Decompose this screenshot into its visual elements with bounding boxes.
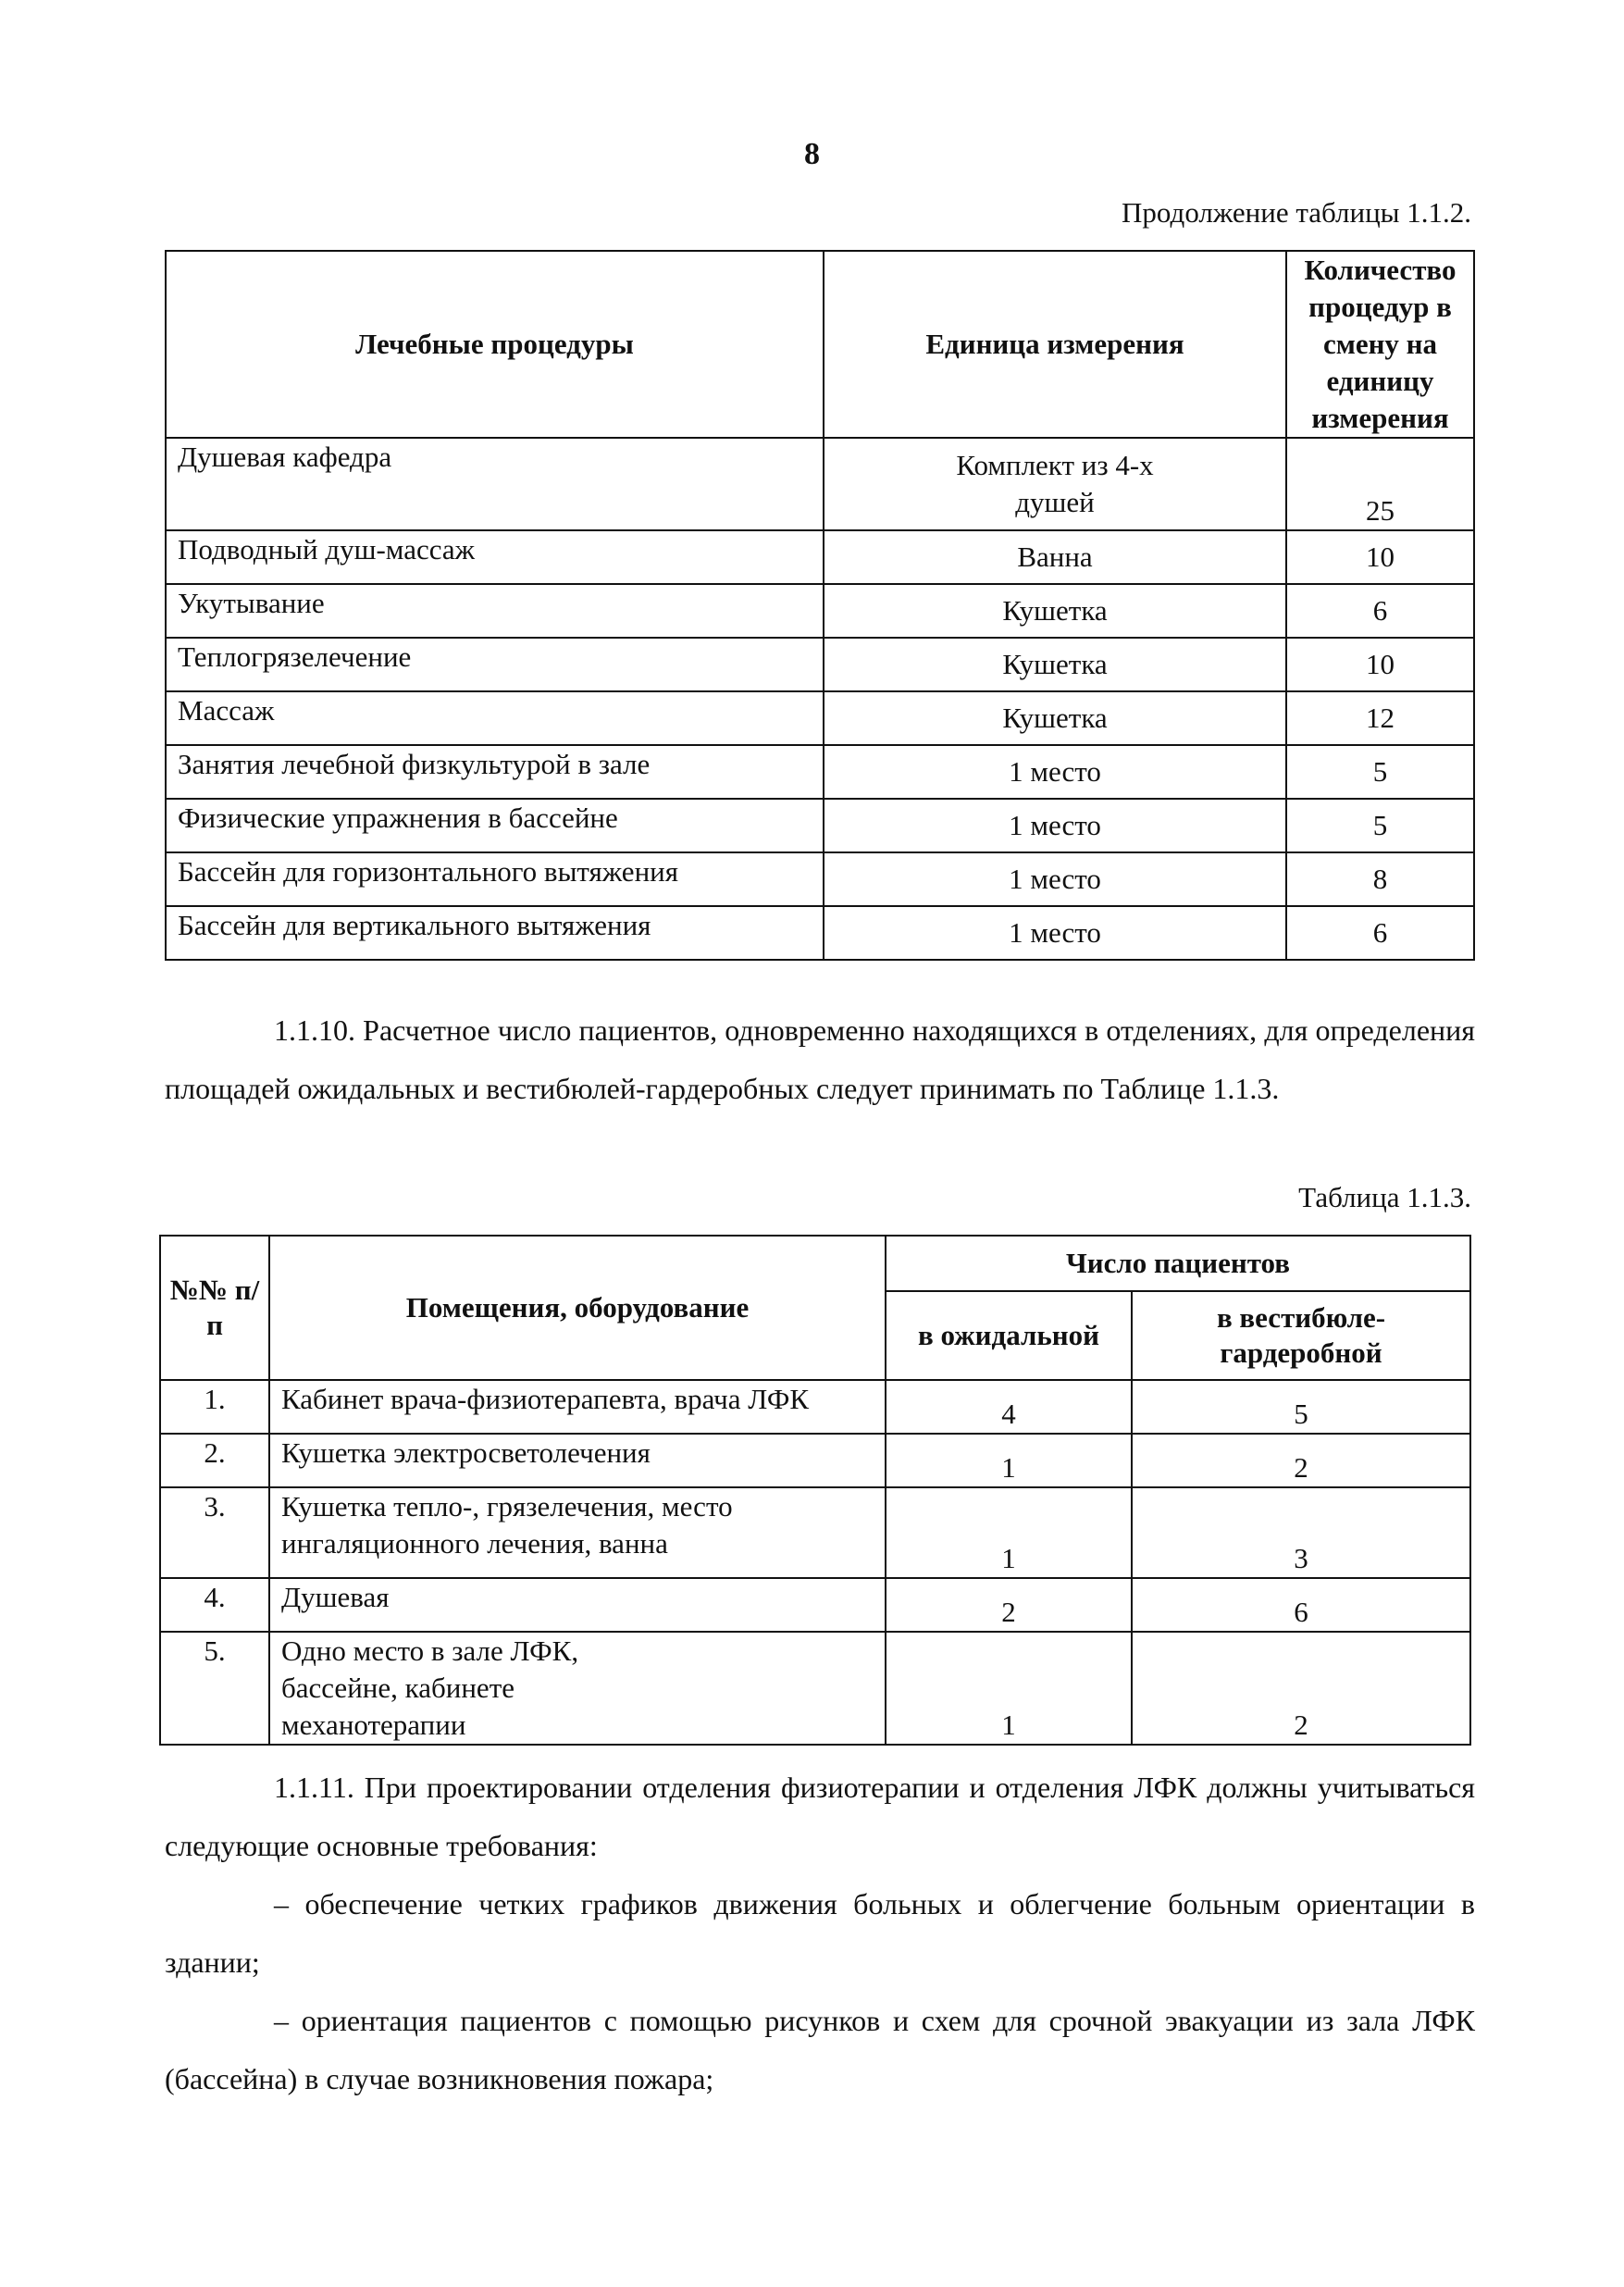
table-header-row: [166, 251, 1474, 438]
row-number: 1.: [160, 1380, 269, 1434]
table-header-row: [160, 1236, 1470, 1291]
procedure-unit: 1 место: [824, 906, 1286, 960]
waiting-count: 4: [886, 1380, 1132, 1434]
table-row: [166, 530, 1474, 584]
header-waiting: в ожидальной: [886, 1291, 1132, 1380]
procedure-qty: 6: [1286, 584, 1474, 638]
table-row: [160, 1380, 1470, 1434]
room-name: Одно место в зале ЛФК, бассейне, кабинете механотерапии: [269, 1632, 886, 1745]
table-row: [160, 1578, 1470, 1632]
procedure-qty: 6: [1286, 906, 1474, 960]
procedure-qty: 5: [1286, 799, 1474, 852]
lobby-count: 3: [1132, 1487, 1470, 1578]
paragraph-text: 1.1.11. При проектировании отделения физиотерапии и отделения ЛФК должны учитываться следующие основные требования:: [165, 1771, 1475, 1862]
row-number: 5.: [160, 1632, 269, 1745]
waiting-count: 1: [886, 1632, 1132, 1745]
lobby-count: 2: [1132, 1632, 1470, 1745]
procedure-qty: 12: [1286, 691, 1474, 745]
procedure-name: Укутывание: [166, 584, 824, 638]
header-num: №№ п/п: [160, 1236, 269, 1380]
row-number: 3.: [160, 1487, 269, 1578]
lobby-count: 5: [1132, 1380, 1470, 1434]
header-rooms: Помещения, оборудование: [269, 1236, 886, 1380]
table2-caption: Таблица 1.1.3.: [1298, 1181, 1471, 1213]
header-quantity: Количество процедур в смену на единицу измерения: [1286, 251, 1474, 438]
row-number: 2.: [160, 1434, 269, 1487]
procedure-name: Душевая кафедра: [166, 438, 824, 530]
waiting-count: 1: [886, 1434, 1132, 1487]
waiting-count: 2: [886, 1578, 1132, 1632]
procedure-unit: 1 место: [824, 745, 1286, 799]
room-name: Душевая: [269, 1578, 886, 1632]
procedure-name: Бассейн для вертикального вытяжения: [166, 906, 824, 960]
procedure-unit: Комплект из 4-х душей: [824, 438, 1286, 530]
paragraph-1-1-10: [165, 1001, 1475, 1118]
patients-table: [159, 1235, 1471, 1746]
header-unit: Единица измерения: [824, 251, 1286, 438]
procedure-qty: 8: [1286, 852, 1474, 906]
procedure-unit: Ванна: [824, 530, 1286, 584]
procedures-table: [165, 250, 1475, 961]
table-row: [166, 852, 1474, 906]
table-row: [160, 1434, 1470, 1487]
table-row: [160, 1487, 1470, 1578]
procedure-qty: 25: [1286, 438, 1474, 530]
room-name: Кабинет врача-физиотерапевта, врача ЛФК: [269, 1380, 886, 1434]
procedure-qty: 10: [1286, 638, 1474, 691]
table-row: [166, 799, 1474, 852]
table-row: [160, 1632, 1470, 1745]
procedure-name: Бассейн для горизонтального вытяжения: [166, 852, 824, 906]
procedure-unit: Кушетка: [824, 584, 1286, 638]
list-item: – ориентация пациентов с помощью рисунков и схем для срочной эвакуации из зала ЛФК (бассейна) в случае возникновения пожара;: [165, 2004, 1475, 2095]
room-name: Кушетка тепло-, грязелечения, место ингаляционного лечения, ванна: [269, 1487, 886, 1578]
table-row: [166, 638, 1474, 691]
table-row: [166, 906, 1474, 960]
table-row: [166, 438, 1474, 530]
procedure-unit: Кушетка: [824, 638, 1286, 691]
lobby-count: 2: [1132, 1434, 1470, 1487]
paragraph-1-1-11: [165, 1759, 1475, 2108]
row-number: 4.: [160, 1578, 269, 1632]
table-row: [166, 584, 1474, 638]
paragraph-text: 1.1.10. Расчетное число пациентов, одновременно находящихся в отделениях, для определения площадей ожидальных и вестибюлей-гардеробных следует принимать по Таблице 1.1.3.: [165, 1013, 1475, 1105]
table-row: [166, 691, 1474, 745]
room-name: Кушетка электросветолечения: [269, 1434, 886, 1487]
page-number: 8: [804, 137, 820, 171]
procedure-qty: 10: [1286, 530, 1474, 584]
procedure-name: Занятия лечебной физкультурой в зале: [166, 745, 824, 799]
header-lobby: в вестибюле-гардеробной: [1132, 1291, 1470, 1380]
procedure-name: Массаж: [166, 691, 824, 745]
lobby-count: 6: [1132, 1578, 1470, 1632]
procedure-name: Подводный душ-массаж: [166, 530, 824, 584]
waiting-count: 1: [886, 1487, 1132, 1578]
procedure-name: Физические упражнения в бассейне: [166, 799, 824, 852]
header-patient-count: Число пациентов: [886, 1236, 1470, 1291]
procedure-unit: 1 место: [824, 852, 1286, 906]
procedure-unit: 1 место: [824, 799, 1286, 852]
table1-caption: Продолжение таблицы 1.1.2.: [1122, 196, 1471, 229]
header-procedures: Лечебные процедуры: [166, 251, 824, 438]
list-item: – обеспечение четких графиков движения больных и облегчение больным ориентации в здании;: [165, 1887, 1475, 1979]
table-row: [166, 745, 1474, 799]
procedure-qty: 5: [1286, 745, 1474, 799]
procedure-unit: Кушетка: [824, 691, 1286, 745]
procedure-name: Теплогрязелечение: [166, 638, 824, 691]
